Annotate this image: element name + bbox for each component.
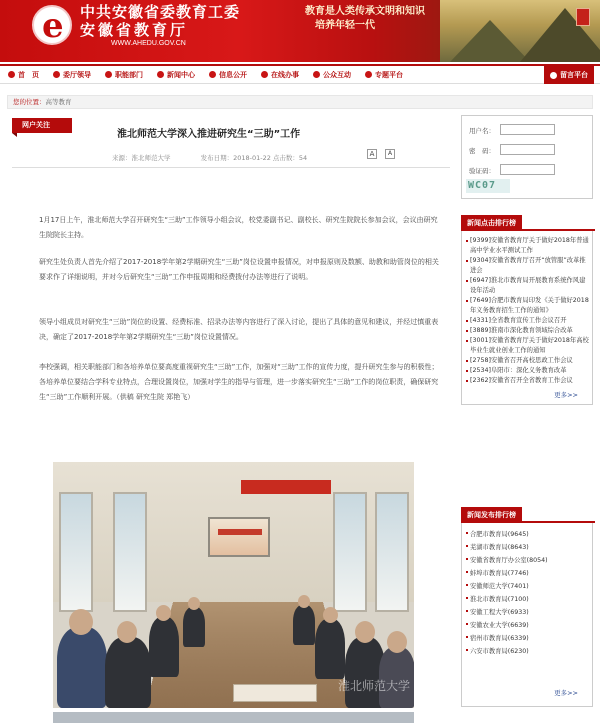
- list-item[interactable]: [2362]安徽省召开全省教育工作会议: [466, 376, 590, 386]
- main-nav: [0, 64, 600, 84]
- login-box: [461, 115, 593, 199]
- nav-open-info[interactable]: 信息公开: [209, 66, 247, 84]
- nav-leaders[interactable]: 委厅领导: [53, 66, 91, 84]
- section-tag: 网户关注: [12, 118, 72, 133]
- list-item[interactable]: 芜湖市教育局(8643): [466, 541, 590, 554]
- panel-title: 新闻发布排行榜: [461, 507, 522, 523]
- photo-red-banner: [241, 480, 331, 494]
- breadcrumb: [7, 95, 593, 109]
- font-small-button[interactable]: A: [385, 149, 395, 159]
- list-item[interactable]: 淮北市教育局(7100): [466, 593, 590, 606]
- name-plate: [233, 684, 317, 702]
- site-banner: [0, 0, 600, 62]
- list-item[interactable]: [7649]合肥市教育局印发《关于做好2018年义务教育招生工作的通知》: [466, 296, 590, 316]
- list-item[interactable]: [2534]阜阳市：深化义务教育改革: [466, 366, 590, 376]
- news-click-ranking: [461, 215, 593, 405]
- panel-header: [461, 507, 595, 523]
- news-publish-ranking: [461, 507, 593, 707]
- nav-interaction[interactable]: 公众互动: [313, 66, 351, 84]
- list-item[interactable]: 安徽省教育厅办公室(8054): [466, 554, 590, 567]
- nav-departments[interactable]: 职能部门: [105, 66, 143, 84]
- more-news-link[interactable]: 更多>>: [554, 391, 578, 399]
- org-name-secondary: 安徽省教育厅: [80, 21, 189, 39]
- captcha-image[interactable]: WC07: [466, 179, 510, 193]
- interaction-icon: [313, 71, 320, 78]
- article-paragraph: 1月17日上午，淮北师范大学召开研究生“三助”工作领导小组会议，校党委副书记、副校长、研究生院院长参加会议，会议由研究生院院长主持。: [39, 216, 438, 239]
- list-item[interactable]: [9304]安徽省教育厅召开“放管服”改革推进会: [466, 256, 590, 276]
- leader-icon: [53, 71, 60, 78]
- username-input[interactable]: [500, 124, 555, 135]
- logo-emblem[interactable]: [32, 5, 72, 45]
- breadcrumb-link-higher-education[interactable]: 高等教育: [45, 98, 72, 106]
- breadcrumb-label: 您的位置：: [13, 98, 46, 106]
- list-item[interactable]: [3889]淮南市深化教育领域综合改革: [466, 326, 590, 336]
- article-paragraph: 领导小组成员对研究生“三助”岗位的设置、经费标准、招录办法等内容进行了深入讨论，提出了具体的意见和建议，并经过慎重表决，确定了2017-2018学年第2学期研究生“三助”岗位设置情况。: [39, 318, 439, 341]
- article-meta: [112, 153, 335, 162]
- message-icon: [550, 72, 557, 79]
- banner-slogan-1: 教育是人类传承文明和知识: [305, 6, 425, 17]
- captcha-input[interactable]: [500, 164, 555, 175]
- e-logo-icon: e: [42, 6, 64, 46]
- sidebar: [461, 115, 593, 723]
- list-item[interactable]: [4331]全省教育宣传工作会议召开: [466, 316, 590, 326]
- second-photo-top: [53, 712, 414, 723]
- projection-screen: [208, 517, 270, 557]
- captcha-label: 验证码：: [469, 167, 495, 175]
- font-large-button[interactable]: A: [367, 149, 377, 159]
- news-rank-list: [466, 236, 590, 386]
- topic-icon: [365, 71, 372, 78]
- department-icon: [105, 71, 112, 78]
- list-item[interactable]: 安徽师范大学(7401): [466, 580, 590, 593]
- password-label: 密 码：: [469, 147, 495, 155]
- org-name-primary: 中共安徽省委教育工委: [80, 3, 241, 21]
- nav-topics[interactable]: 专题平台: [365, 66, 403, 84]
- nav-home[interactable]: 首 页: [8, 66, 39, 84]
- info-icon: [209, 71, 216, 78]
- article-paragraph: 研究生处负责人首先介绍了2017-2018学年第2学期研究生“三助”岗位设置申报情况，对申报原则及数额、助教和助管岗位的相关要求作了详细说明，并对今后研究生“三助”工作申报周期和经费拨付办法等进行了说明。: [39, 258, 439, 281]
- publish-rank-list: [466, 528, 590, 658]
- list-item[interactable]: [9399]安徽省教育厅关于做好2018年普通高中学业水平测试工作: [466, 236, 590, 256]
- list-item[interactable]: 蚌埠市教育局(7746): [466, 567, 590, 580]
- password-input[interactable]: [500, 144, 555, 155]
- meta-divider: [12, 167, 450, 168]
- article-title: 淮北师范大学深入推进研究生“三助”工作: [117, 129, 301, 140]
- meeting-photo: [53, 462, 414, 708]
- home-icon: [8, 71, 15, 78]
- article-source: 来源：淮北师范大学: [112, 154, 171, 162]
- list-item[interactable]: 六安市教育局(6230): [466, 645, 590, 658]
- news-icon: [157, 71, 164, 78]
- list-item[interactable]: 宿州市教育局(6339): [466, 632, 590, 645]
- article-date-views: 发布日期：2018-01-22 点击数：54: [200, 154, 308, 162]
- nav-message-board[interactable]: 留言平台: [544, 66, 594, 84]
- list-item[interactable]: [3001]安徽省教育厅关于做好2018年高校毕业生就业创业工作的通知: [466, 336, 590, 356]
- panel-title: 新闻点击排行榜: [461, 215, 522, 231]
- panel-header: [461, 215, 595, 231]
- list-item[interactable]: 安徽工程大学(6933): [466, 606, 590, 619]
- article-paragraph: 李校强调，相关职能部门和各培养单位要高度重视研究生“三助”工作，加强对“三助”工作的宣传力度，提升研究生参与的积极性；各培养单位要结合学科专业特点，合理设置岗位，加强对学生的指导与管理，进一步落实研究生“三助”工作的岗位职责，确保研究生“三助”工作顺利开展。（供稿 研究生院 郑艳飞）: [39, 363, 439, 401]
- site-url: WWW.AHEDU.GOV.CN: [111, 40, 186, 47]
- list-item[interactable]: [2758]安徽省召开高校思政工作会议: [466, 356, 590, 366]
- nav-online-service[interactable]: 在线办事: [261, 66, 299, 84]
- service-icon: [261, 71, 268, 78]
- banner-slogan-2: 培养年轻一代: [315, 20, 375, 31]
- list-item[interactable]: 合肥市教育局(9645): [466, 528, 590, 541]
- red-seal-icon: [576, 8, 590, 26]
- nav-news[interactable]: 新闻中心: [157, 66, 195, 84]
- photo-watermark: 淮北师范大学: [338, 679, 411, 693]
- username-label: 用户名：: [469, 127, 495, 135]
- list-item[interactable]: [6947]淮北市教育局开展教育系统作风建设年活动: [466, 276, 590, 296]
- list-item[interactable]: 安徽农业大学(6639): [466, 619, 590, 632]
- more-publish-link[interactable]: 更多>>: [554, 689, 578, 697]
